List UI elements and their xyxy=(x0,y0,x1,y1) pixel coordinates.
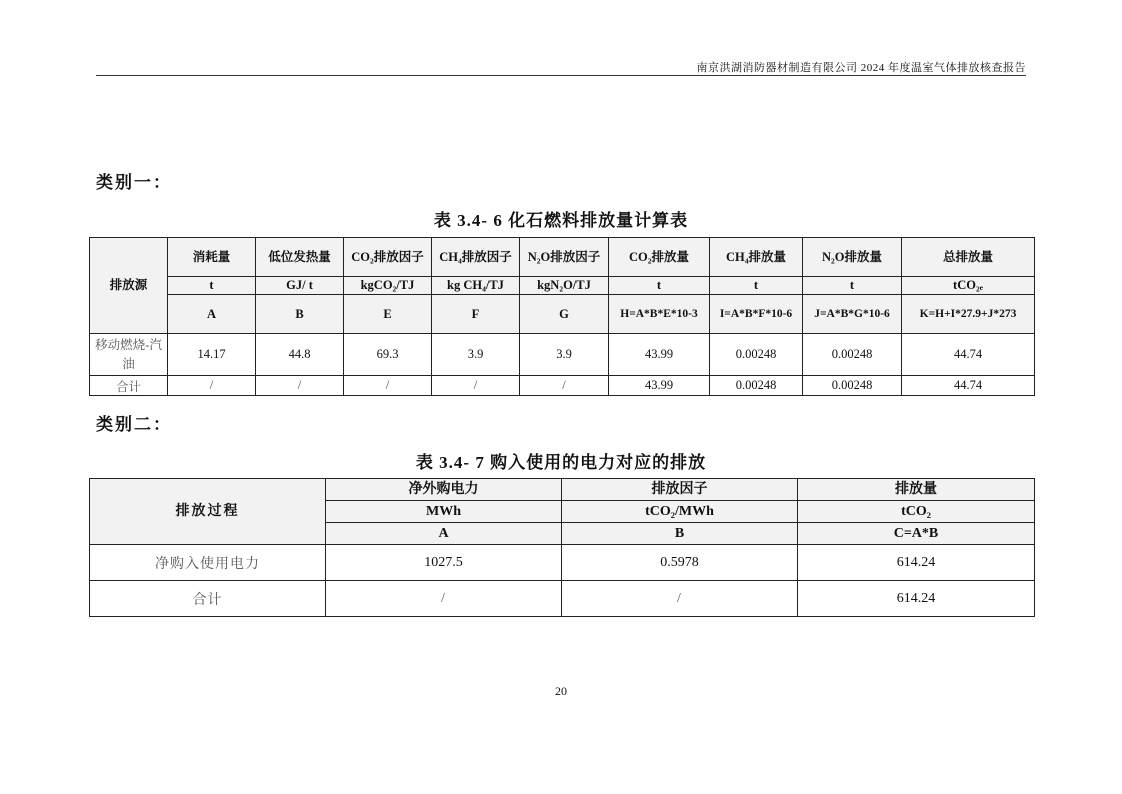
cell: 69.3 xyxy=(344,334,432,376)
cell: 43.99 xyxy=(609,334,710,376)
col-unit: t xyxy=(710,277,803,295)
col-name: N₂O排放因子 xyxy=(520,238,609,277)
cell: 14.17 xyxy=(168,334,256,376)
col-unit: kg CH₄/TJ xyxy=(432,277,520,295)
header-divider xyxy=(96,75,1026,76)
table1-header-row-units xyxy=(90,277,1035,295)
col-name: 总排放量 xyxy=(902,238,1035,277)
col-unit: tCO₂/MWh xyxy=(562,501,798,523)
category-one-label: 类别一： xyxy=(96,173,172,192)
col-unit: GJ/ t xyxy=(256,277,344,295)
col-unit: tCO₂ xyxy=(798,501,1035,523)
col-symbol: B xyxy=(562,523,798,545)
page-number: 20 xyxy=(555,684,567,698)
table-row xyxy=(90,545,1035,581)
col-symbol: H=A*B*E*10-3 xyxy=(609,295,710,334)
col-unit: kgCO₂/TJ xyxy=(344,277,432,295)
cell: 44.8 xyxy=(256,334,344,376)
col-symbol: G xyxy=(520,295,609,334)
table2-process-header: 排放过程 xyxy=(90,479,326,545)
cell: 43.99 xyxy=(609,376,710,396)
cell: / xyxy=(168,376,256,396)
col-name: CO₂排放量 xyxy=(609,238,710,277)
col-symbol: F xyxy=(432,295,520,334)
table-row xyxy=(90,376,1035,396)
cell: / xyxy=(344,376,432,396)
col-name: 排放因子 xyxy=(562,479,798,501)
cell: / xyxy=(520,376,609,396)
cell: 614.24 xyxy=(798,545,1035,581)
row-source: 合计 xyxy=(90,376,168,396)
col-name: 排放量 xyxy=(798,479,1035,501)
col-unit: MWh xyxy=(326,501,562,523)
col-name: N₂O排放量 xyxy=(803,238,902,277)
col-name: CH₄排放因子 xyxy=(432,238,520,277)
cell: 0.00248 xyxy=(803,334,902,376)
report-header-title: 南京洪湖消防器材制造有限公司 2024 年度温室气体排放核查报告 xyxy=(696,62,1026,74)
fossil-fuel-emissions-table xyxy=(89,237,1035,396)
col-unit: t xyxy=(168,277,256,295)
cell: 1027.5 xyxy=(326,545,562,581)
table-row xyxy=(90,581,1035,617)
col-symbol: K=H+I*27.9+J*273 xyxy=(902,295,1035,334)
row-source: 移动燃烧-汽油 xyxy=(90,334,168,376)
cell: / xyxy=(432,376,520,396)
col-symbol: I=A*B*F*10-6 xyxy=(710,295,803,334)
table-row xyxy=(90,334,1035,376)
col-unit: tCO₂ₑ xyxy=(902,277,1035,295)
category-two-label: 类别二： xyxy=(96,415,172,434)
cell: 0.00248 xyxy=(710,334,803,376)
row-process: 净购入使用电力 xyxy=(90,545,326,581)
cell: / xyxy=(562,581,798,617)
table1-source-header: 排放源 xyxy=(90,238,168,334)
cell: 3.9 xyxy=(520,334,609,376)
col-name: 净外购电力 xyxy=(326,479,562,501)
cell: 44.74 xyxy=(902,334,1035,376)
cell: / xyxy=(256,376,344,396)
cell: 0.00248 xyxy=(803,376,902,396)
col-unit: kgN₂O/TJ xyxy=(520,277,609,295)
cell: 0.00248 xyxy=(710,376,803,396)
table2-header-row-names xyxy=(90,479,1035,501)
col-symbol: E xyxy=(344,295,432,334)
row-process: 合计 xyxy=(90,581,326,617)
cell: / xyxy=(326,581,562,617)
col-unit: t xyxy=(609,277,710,295)
col-name: CO₂排放因子 xyxy=(344,238,432,277)
table1-header-row-symbols xyxy=(90,295,1035,334)
cell: 0.5978 xyxy=(562,545,798,581)
purchased-electricity-emissions-table xyxy=(89,478,1035,617)
cell: 44.74 xyxy=(902,376,1035,396)
table1-caption: 表 3.4- 6 化石燃料排放量计算表 xyxy=(433,211,689,230)
col-symbol: J=A*B*G*10-6 xyxy=(803,295,902,334)
col-symbol: B xyxy=(256,295,344,334)
cell: 3.9 xyxy=(432,334,520,376)
col-unit: t xyxy=(803,277,902,295)
col-name: 低位发热量 xyxy=(256,238,344,277)
table2-caption: 表 3.4- 7 购入使用的电力对应的排放 xyxy=(415,453,707,472)
col-name: 消耗量 xyxy=(168,238,256,277)
col-name: CH₄排放量 xyxy=(710,238,803,277)
col-symbol: C=A*B xyxy=(798,523,1035,545)
col-symbol: A xyxy=(326,523,562,545)
col-symbol: A xyxy=(168,295,256,334)
table1-header-row-names xyxy=(90,238,1035,277)
cell: 614.24 xyxy=(798,581,1035,617)
